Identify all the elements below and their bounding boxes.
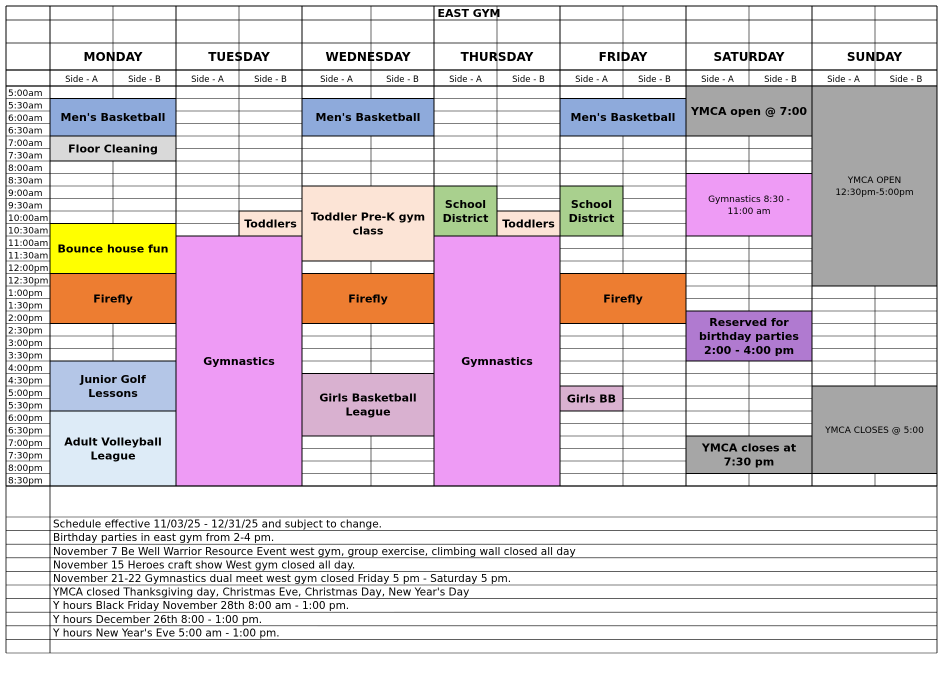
gym-title: EAST GYM: [437, 7, 501, 20]
side-label: Side - B: [512, 75, 545, 85]
day-header-sunday: SUNDAY: [846, 50, 903, 64]
time-label: 11:00am: [8, 239, 49, 249]
event-label-mon-firefly: Firefly: [93, 292, 133, 306]
note-line-7: Y hours Black Friday November 28th 8:00 am - 1:00 pm.: [53, 600, 350, 613]
event-label-mon-floor-cleaning: Floor Cleaning: [68, 142, 158, 156]
event-label-fri-girls-bb: Girls BB: [566, 392, 617, 406]
event-label-wed-mens-basketball: Men's Basketball: [315, 111, 421, 125]
time-label: 8:00am: [8, 164, 43, 174]
time-label: 8:30am: [8, 176, 43, 187]
time-label: 1:30pm: [8, 301, 43, 312]
time-label: 5:00am: [8, 89, 43, 99]
event-label-mon-adult-volleyball: Adult Volleyball League: [64, 435, 162, 463]
day-header-wednesday: WEDNESDAY: [325, 50, 411, 64]
time-label: 9:00am: [8, 189, 43, 199]
event-label-sat-ymca-closes: YMCA closes at 7:30 pm: [701, 441, 797, 469]
event-label-fri-school-district: School District: [568, 197, 615, 225]
time-label: 6:00am: [8, 114, 43, 124]
side-label: Side - A: [827, 75, 860, 85]
side-label: Side - B: [638, 75, 671, 85]
time-label: 10:00am: [8, 214, 49, 224]
side-label: Side - B: [254, 75, 287, 85]
event-label-wed-toddler-prek: Toddler Pre-K gym class: [310, 210, 426, 238]
time-label: 2:30pm: [8, 326, 43, 337]
side-label: Side - A: [191, 75, 224, 85]
time-label: 4:00pm: [8, 364, 43, 374]
day-header-monday: MONDAY: [83, 50, 143, 64]
side-label: Side - A: [701, 75, 734, 85]
time-label: 2:00pm: [8, 314, 43, 324]
event-label-mon-bounce-house: Bounce house fun: [57, 242, 169, 256]
time-label: 3:00pm: [8, 339, 43, 349]
note-line-4: November 15 Heroes craft show West gym closed all day.: [53, 559, 356, 572]
note-line-8: Y hours December 26th 8:00 - 1:00 pm.: [53, 613, 263, 626]
event-label-sat-ymca-open: YMCA open @ 7:00: [690, 104, 808, 118]
side-label: Side - B: [128, 75, 161, 85]
side-label: Side - B: [889, 75, 923, 85]
time-label: 12:30pm: [8, 276, 49, 287]
event-label-sun-ymca-closes: YMCA CLOSES @ 5:00: [825, 425, 924, 436]
time-label: 5:30am: [8, 101, 43, 112]
event-label-thu-school-district: School District: [442, 197, 489, 225]
side-label: Side - A: [575, 75, 608, 85]
time-label: 7:30am: [8, 151, 43, 162]
event-label-thu-toddlers: Toddlers: [502, 217, 555, 231]
event-label-tue-toddlers: Toddlers: [244, 217, 297, 231]
time-label: 8:30pm: [8, 476, 43, 487]
time-label: 6:00pm: [8, 414, 43, 424]
time-label: 4:30pm: [8, 376, 43, 387]
day-header-tuesday: TUESDAY: [208, 50, 270, 64]
side-label: Side - B: [386, 75, 419, 85]
time-label: 5:00pm: [8, 389, 43, 399]
side-label: Side - B: [764, 75, 797, 85]
event-label-fri-firefly: Firefly: [603, 292, 643, 306]
event-label-thu-gymnastics: Gymnastics: [461, 354, 533, 368]
event-label-mon-mens-basketball: Men's Basketball: [60, 111, 166, 125]
event-label-sun-ymca-open: YMCA OPEN 12:30pm-5:00pm: [835, 176, 914, 199]
side-label: Side - A: [65, 75, 98, 85]
time-label: 5:30pm: [8, 401, 43, 412]
event-label-sat-gymnastics: Gymnastics 8:30 -11:00 am: [708, 194, 790, 217]
side-label: Side - A: [320, 75, 353, 85]
time-label: 8:00pm: [8, 464, 43, 474]
event-label-mon-junior-golf: Junior Golf Lessons: [80, 372, 146, 400]
time-label: 7:00am: [8, 139, 43, 149]
note-line-2: Birthday parties in east gym from 2-4 pm.: [53, 532, 275, 545]
time-label: 1:00pm: [8, 289, 43, 299]
note-line-9: Y hours New Year's Eve 5:00 am - 1:00 pm.: [53, 627, 280, 640]
time-label: 6:30am: [8, 126, 43, 137]
time-label: 6:30pm: [8, 426, 43, 437]
note-line-3: November 7 Be Well Warrior Resource Event west gym, group exercise, climbing wall closed all day: [53, 545, 576, 558]
note-line-5: November 21-22 Gymnastics dual meet west gym closed Friday 5 pm - Saturday 5 pm.: [53, 573, 512, 585]
time-label: 11:30am: [8, 251, 49, 262]
event-label-wed-girls-basketball: Girls Basketball League: [319, 391, 417, 419]
time-label: 3:30pm: [8, 351, 43, 362]
note-line-1: Schedule effective 11/03/25 - 12/31/25 and subject to change.: [53, 518, 383, 531]
time-label: 12:00pm: [8, 264, 49, 274]
note-line-6: YMCA closed Thanksgiving day, Christmas Eve, Christmas Day, New Year's Day: [53, 586, 470, 599]
day-header-friday: FRIDAY: [598, 50, 648, 64]
side-label: Side - A: [449, 75, 482, 85]
event-label-fri-mens-basketball: Men's Basketball: [570, 111, 676, 125]
day-header-saturday: SATURDAY: [713, 50, 785, 64]
event-label-sat-birthday-parties: Reserved for birthday parties 2:00 - 4:00 pm: [699, 315, 799, 357]
day-header-thursday: THURSDAY: [460, 50, 534, 64]
time-label: 7:30pm: [8, 451, 43, 462]
event-label-wed-firefly: Firefly: [348, 292, 388, 306]
event-label-tue-gymnastics: Gymnastics: [203, 354, 275, 368]
time-label: 7:00pm: [8, 439, 43, 449]
time-label: 10:30am: [8, 226, 49, 237]
time-label: 9:30am: [8, 201, 43, 212]
